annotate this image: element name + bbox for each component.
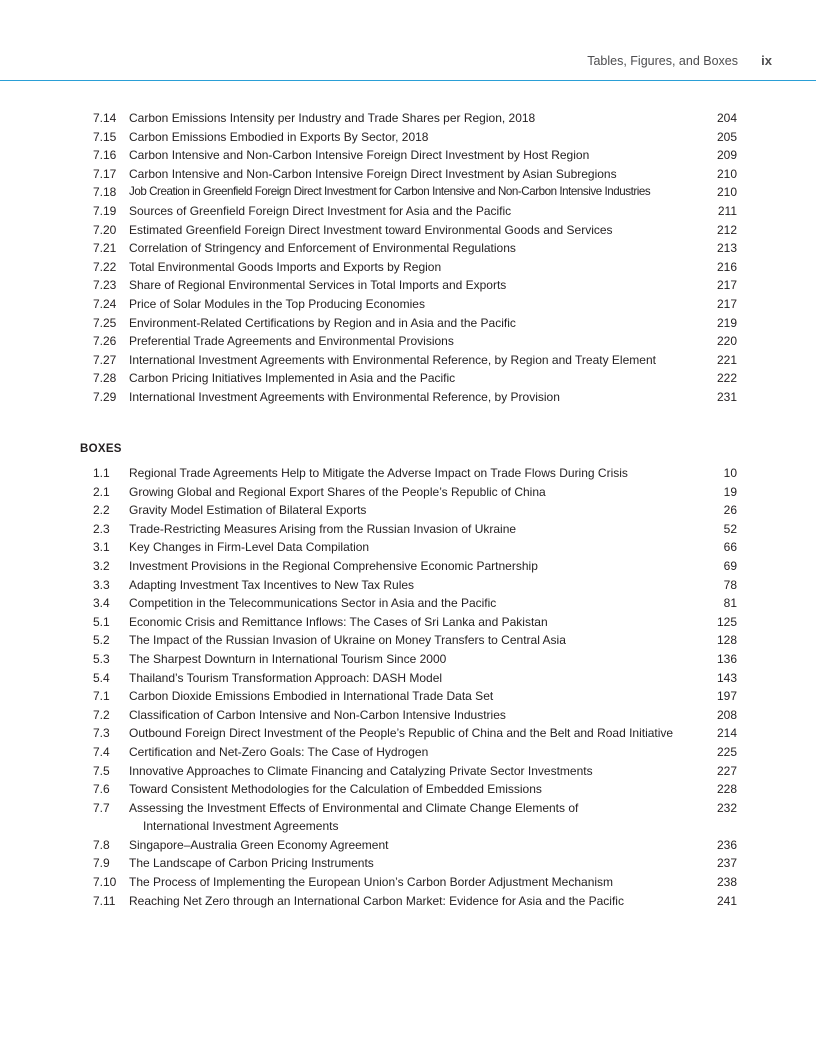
entry-number bbox=[81, 276, 129, 295]
entry-number bbox=[81, 146, 129, 165]
entry-number bbox=[81, 631, 129, 650]
entry-number-text: 3.1 bbox=[93, 540, 110, 555]
entry-number-text: 7.3 bbox=[93, 726, 110, 741]
entry-number-text: 5.1 bbox=[93, 614, 110, 629]
entry-number-text: 7.6 bbox=[93, 782, 110, 797]
toc-entry[interactable] bbox=[81, 520, 737, 539]
toc-entry[interactable] bbox=[81, 799, 737, 836]
entry-number bbox=[81, 221, 129, 240]
entry-number-text: 2.2 bbox=[93, 503, 110, 518]
entry-number-text: 7.4 bbox=[93, 744, 110, 759]
entry-number-text: 7.2 bbox=[93, 707, 110, 722]
entry-title: Certification and Net-Zero Goals: The Case of Hydrogen bbox=[129, 744, 429, 759]
entry-number bbox=[81, 613, 129, 632]
entry-page-number: 66 bbox=[723, 540, 737, 555]
entry-number-text: 7.5 bbox=[93, 763, 110, 778]
entry-title: Trade-Restricting Measures Arising from the Russian Invasion of Ukraine bbox=[129, 521, 517, 536]
entry-page-number: 10 bbox=[723, 466, 737, 480]
entry-page-number: 232 bbox=[716, 800, 737, 815]
entry-title: Total Environmental Goods Imports and Exports by Region bbox=[129, 259, 442, 274]
entry-number-text: 7.23 bbox=[93, 278, 117, 293]
entry-page-number: 227 bbox=[716, 763, 737, 778]
entry-page-number: 241 bbox=[716, 893, 737, 908]
entry-number-text: 7.26 bbox=[93, 334, 117, 349]
toc-entry[interactable] bbox=[81, 332, 737, 351]
entry-page-number: 69 bbox=[723, 558, 737, 573]
entry-number bbox=[81, 687, 129, 706]
entry-title: Outbound Foreign Direct Investment of the People’s Republic of China and the Belt and Road Initiative bbox=[129, 726, 674, 741]
toc-entry[interactable] bbox=[81, 128, 737, 147]
entry-number-text: 7.21 bbox=[93, 241, 117, 256]
entry-page-number: 214 bbox=[716, 726, 737, 741]
entry-title: Competition in the Telecommunications Sector in Asia and the Pacific bbox=[129, 596, 497, 611]
entry-number-text: 7.28 bbox=[93, 371, 117, 386]
entry-title: Environment-Related Certifications by Region and in Asia and the Pacific bbox=[129, 315, 516, 330]
entry-title bbox=[129, 799, 697, 836]
entry-number bbox=[81, 799, 129, 818]
entry-page-number: 143 bbox=[716, 670, 737, 685]
entry-number bbox=[81, 892, 129, 911]
entry-number bbox=[81, 258, 129, 277]
toc-entry[interactable] bbox=[81, 650, 737, 669]
entry-page-number: 210 bbox=[716, 185, 737, 200]
entry-number bbox=[81, 295, 129, 314]
toc-entry[interactable] bbox=[81, 873, 737, 892]
toc-entry[interactable] bbox=[81, 762, 737, 781]
entry-title: Innovative Approaches to Climate Financing and Catalyzing Private Sector Investments bbox=[129, 763, 593, 778]
toc-entry[interactable] bbox=[81, 109, 737, 128]
entry-number-text: 7.14 bbox=[93, 111, 117, 125]
toc-entry[interactable] bbox=[81, 221, 737, 240]
entry-number bbox=[81, 239, 129, 258]
entry-page-number: 236 bbox=[716, 837, 737, 852]
entry-page-number: 197 bbox=[716, 689, 737, 704]
entry-number bbox=[81, 836, 129, 855]
entry-title: The Impact of the Russian Invasion of Ukraine on Money Transfers to Central Asia bbox=[129, 633, 566, 648]
entry-title: International Investment Agreements with Environmental Reference, by Provision bbox=[129, 389, 560, 404]
entry-title: Thailand’s Tourism Transformation Approach: DASH Model bbox=[129, 670, 443, 685]
entry-title: Estimated Greenfield Foreign Direct Investment toward Environmental Goods and Services bbox=[129, 222, 613, 237]
toc-entry[interactable] bbox=[81, 854, 737, 873]
entry-title: Price of Solar Modules in the Top Producing Economies bbox=[129, 296, 425, 311]
entry-number bbox=[81, 464, 129, 483]
entry-number bbox=[81, 576, 129, 595]
entry-number bbox=[81, 202, 129, 221]
entry-number bbox=[81, 762, 129, 781]
entry-page-number: 128 bbox=[716, 633, 737, 648]
entry-number-text: 5.2 bbox=[93, 633, 110, 648]
page-number: ix bbox=[761, 53, 772, 68]
toc-entry[interactable] bbox=[81, 892, 737, 911]
entry-title: Carbon Emissions Embodied in Exports By Sector, 2018 bbox=[129, 129, 429, 144]
entry-number bbox=[81, 128, 129, 147]
entry-page-number: 52 bbox=[723, 521, 737, 536]
toc-entry[interactable] bbox=[81, 743, 737, 762]
toc-entry[interactable] bbox=[81, 631, 737, 650]
entry-title: Carbon Intensive and Non-Carbon Intensive Foreign Direct Investment by Asian Subregions bbox=[129, 166, 617, 181]
entry-number-text: 7.29 bbox=[93, 389, 117, 404]
entry-page-number: 217 bbox=[716, 296, 737, 311]
entry-title: Preferential Trade Agreements and Environmental Provisions bbox=[129, 334, 454, 349]
entry-title: Carbon Dioxide Emissions Embodied in International Trade Data Set bbox=[129, 689, 494, 704]
entry-number-text: 7.27 bbox=[93, 352, 117, 367]
boxes-heading: BOXES bbox=[80, 443, 122, 455]
entry-page-number: 205 bbox=[716, 129, 737, 144]
entry-page-number: 19 bbox=[723, 484, 737, 499]
entry-title: Job Creation in Greenfield Foreign Direct Investment for Carbon Intensive and Non-Carbon Intensive Industries bbox=[129, 185, 651, 199]
entry-number-text: 5.4 bbox=[93, 670, 110, 685]
toc-entry[interactable] bbox=[81, 314, 737, 333]
toc-entry[interactable] bbox=[81, 576, 737, 595]
entry-number bbox=[81, 165, 129, 184]
entry-page-number: 217 bbox=[716, 278, 737, 293]
figures-list bbox=[81, 109, 737, 407]
toc-entry[interactable] bbox=[81, 724, 737, 743]
entry-page-number: 212 bbox=[716, 222, 737, 237]
entry-title: Correlation of Stringency and Enforcement of Environmental Regulations bbox=[129, 241, 516, 256]
toc-entry[interactable] bbox=[81, 706, 737, 725]
entry-title: The Sharpest Downturn in International Tourism Since 2000 bbox=[129, 651, 447, 666]
entry-number bbox=[81, 780, 129, 799]
entry-page-number: 225 bbox=[716, 744, 737, 759]
entry-number-text: 7.8 bbox=[93, 837, 110, 852]
entry-number-text: 7.18 bbox=[93, 185, 117, 200]
entry-number-text: 7.22 bbox=[93, 259, 117, 274]
entry-number-text: 7.1 bbox=[93, 689, 110, 704]
entry-page-number: 219 bbox=[716, 315, 737, 330]
toc-entry[interactable] bbox=[81, 780, 737, 799]
toc-entry[interactable] bbox=[81, 538, 737, 557]
entry-number bbox=[81, 557, 129, 576]
entry-number-text: 7.24 bbox=[93, 296, 117, 311]
entry-number-text: 2.3 bbox=[93, 521, 110, 536]
entry-number bbox=[81, 650, 129, 669]
entry-number bbox=[81, 483, 129, 502]
entry-number-text: 7.15 bbox=[93, 129, 117, 144]
entry-title: Regional Trade Agreements Help to Mitigate the Adverse Impact on Trade Flows During Crisis bbox=[129, 466, 628, 480]
entry-page-number: 136 bbox=[716, 651, 737, 666]
entry-page-number: 125 bbox=[716, 614, 737, 629]
entry-number bbox=[81, 724, 129, 743]
entry-number-text: 5.3 bbox=[93, 651, 110, 666]
toc-entry[interactable] bbox=[81, 239, 737, 258]
entry-number bbox=[81, 332, 129, 351]
entry-number bbox=[81, 520, 129, 539]
entry-number-text: 7.25 bbox=[93, 315, 117, 330]
entry-title: International Investment Agreements with Environmental Reference, by Region and Treaty Element bbox=[129, 352, 656, 367]
entry-title-line-1: Assessing the Investment Effects of Environmental and Climate Change Elements of bbox=[129, 800, 579, 815]
toc-entry[interactable] bbox=[81, 464, 737, 483]
entry-number bbox=[81, 743, 129, 762]
entry-number bbox=[81, 501, 129, 520]
header-title: Tables, Figures, and Boxes bbox=[587, 54, 738, 68]
toc-entry[interactable] bbox=[81, 183, 737, 202]
entry-title: Gravity Model Estimation of Bilateral Exports bbox=[129, 503, 367, 518]
entry-title: Carbon Pricing Initiatives Implemented in Asia and the Pacific bbox=[129, 371, 456, 386]
toc-entry[interactable] bbox=[81, 351, 737, 370]
entry-number-text: 3.2 bbox=[93, 558, 110, 573]
toc-entry[interactable] bbox=[81, 594, 737, 613]
toc-entry[interactable] bbox=[81, 165, 737, 184]
entry-title: Growing Global and Regional Export Shares of the People’s Republic of China bbox=[129, 484, 546, 499]
entry-number bbox=[81, 388, 129, 407]
entry-page-number: 211 bbox=[717, 203, 737, 218]
entry-number-text: 7.10 bbox=[93, 875, 117, 890]
entry-number bbox=[81, 669, 129, 688]
toc-entry[interactable] bbox=[81, 836, 737, 855]
entry-title: Toward Consistent Methodologies for the Calculation of Embedded Emissions bbox=[129, 782, 542, 797]
entry-title: The Process of Implementing the European Union’s Carbon Border Adjustment Mechanism bbox=[129, 875, 614, 890]
entry-number-text: 2.1 bbox=[93, 484, 110, 499]
entry-number bbox=[81, 873, 129, 892]
toc-entry[interactable] bbox=[81, 501, 737, 520]
entry-number-text: 7.17 bbox=[93, 166, 117, 181]
entry-title: The Landscape of Carbon Pricing Instruments bbox=[129, 856, 374, 871]
entry-number-text: 7.16 bbox=[93, 148, 117, 163]
entry-title: Share of Regional Environmental Services in Total Imports and Exports bbox=[129, 278, 507, 293]
entry-page-number: 78 bbox=[723, 577, 737, 592]
toc-entry[interactable] bbox=[81, 369, 737, 388]
entry-page-number: 81 bbox=[723, 596, 737, 611]
entry-number-text: 7.20 bbox=[93, 222, 117, 237]
entry-title-line-2: International Investment Agreements bbox=[143, 819, 339, 834]
toc-entry[interactable] bbox=[81, 276, 737, 295]
running-header bbox=[0, 0, 816, 81]
entry-number bbox=[81, 706, 129, 725]
entry-page-number: 220 bbox=[716, 334, 737, 349]
entry-title: Key Changes in Firm-Level Data Compilation bbox=[129, 540, 370, 555]
toc-entry[interactable] bbox=[81, 388, 737, 407]
toc-entry[interactable] bbox=[81, 146, 737, 165]
entry-page-number: 238 bbox=[716, 875, 737, 890]
entry-number bbox=[81, 369, 129, 388]
entry-title: Sources of Greenfield Foreign Direct Investment for Asia and the Pacific bbox=[129, 203, 512, 218]
toc-entry[interactable] bbox=[81, 669, 737, 688]
entry-number bbox=[81, 314, 129, 333]
boxes-list bbox=[81, 464, 737, 910]
entry-number-text: 3.3 bbox=[93, 577, 110, 592]
entry-page-number: 213 bbox=[716, 241, 737, 256]
entry-title: Classification of Carbon Intensive and Non-Carbon Intensive Industries bbox=[129, 707, 506, 722]
entry-page-number: 231 bbox=[716, 389, 737, 404]
entry-page-number: 221 bbox=[716, 352, 737, 367]
entry-number-text: 3.4 bbox=[93, 596, 110, 611]
entry-number bbox=[81, 183, 129, 202]
entry-number bbox=[81, 594, 129, 613]
entry-title: Singapore–Australia Green Economy Agreement bbox=[129, 837, 389, 852]
entry-title: Investment Provisions in the Regional Comprehensive Economic Partnership bbox=[129, 558, 538, 573]
toc-entry[interactable] bbox=[81, 557, 737, 576]
toc-entry[interactable] bbox=[81, 295, 737, 314]
entry-page-number: 204 bbox=[716, 111, 737, 125]
entry-number-text: 7.7 bbox=[93, 800, 110, 815]
entry-number-text: 1.1 bbox=[93, 466, 110, 480]
entry-number bbox=[81, 109, 129, 128]
entry-number-text: 7.11 bbox=[93, 893, 116, 908]
toc-entry[interactable] bbox=[81, 613, 737, 632]
toc-entry[interactable] bbox=[81, 258, 737, 277]
toc-entry[interactable] bbox=[81, 202, 737, 221]
entry-page-number: 216 bbox=[716, 259, 737, 274]
entry-title: Adapting Investment Tax Incentives to New Tax Rules bbox=[129, 577, 415, 592]
entry-page-number: 222 bbox=[716, 371, 737, 386]
entry-page-number: 228 bbox=[716, 782, 737, 797]
entry-page-number: 210 bbox=[716, 166, 737, 181]
toc-entry[interactable] bbox=[81, 687, 737, 706]
entry-title: Reaching Net Zero through an International Carbon Market: Evidence for Asia and the Pacific bbox=[129, 893, 624, 908]
toc-entry[interactable] bbox=[81, 483, 737, 502]
entry-title: Carbon Emissions Intensity per Industry and Trade Shares per Region, 2018 bbox=[129, 111, 536, 125]
entry-number bbox=[81, 854, 129, 873]
entry-page-number: 208 bbox=[716, 707, 737, 722]
entry-page-number: 237 bbox=[716, 856, 737, 871]
entry-title: Carbon Intensive and Non-Carbon Intensive Foreign Direct Investment by Host Region bbox=[129, 148, 590, 163]
entry-number-text: 7.19 bbox=[93, 203, 117, 218]
entry-number-text: 7.9 bbox=[93, 856, 110, 871]
entry-number bbox=[81, 538, 129, 557]
entry-number bbox=[81, 351, 129, 370]
entry-page-number: 209 bbox=[716, 148, 737, 163]
entry-page-number: 26 bbox=[723, 503, 737, 518]
entry-title: Economic Crisis and Remittance Inflows: The Cases of Sri Lanka and Pakistan bbox=[129, 614, 548, 629]
